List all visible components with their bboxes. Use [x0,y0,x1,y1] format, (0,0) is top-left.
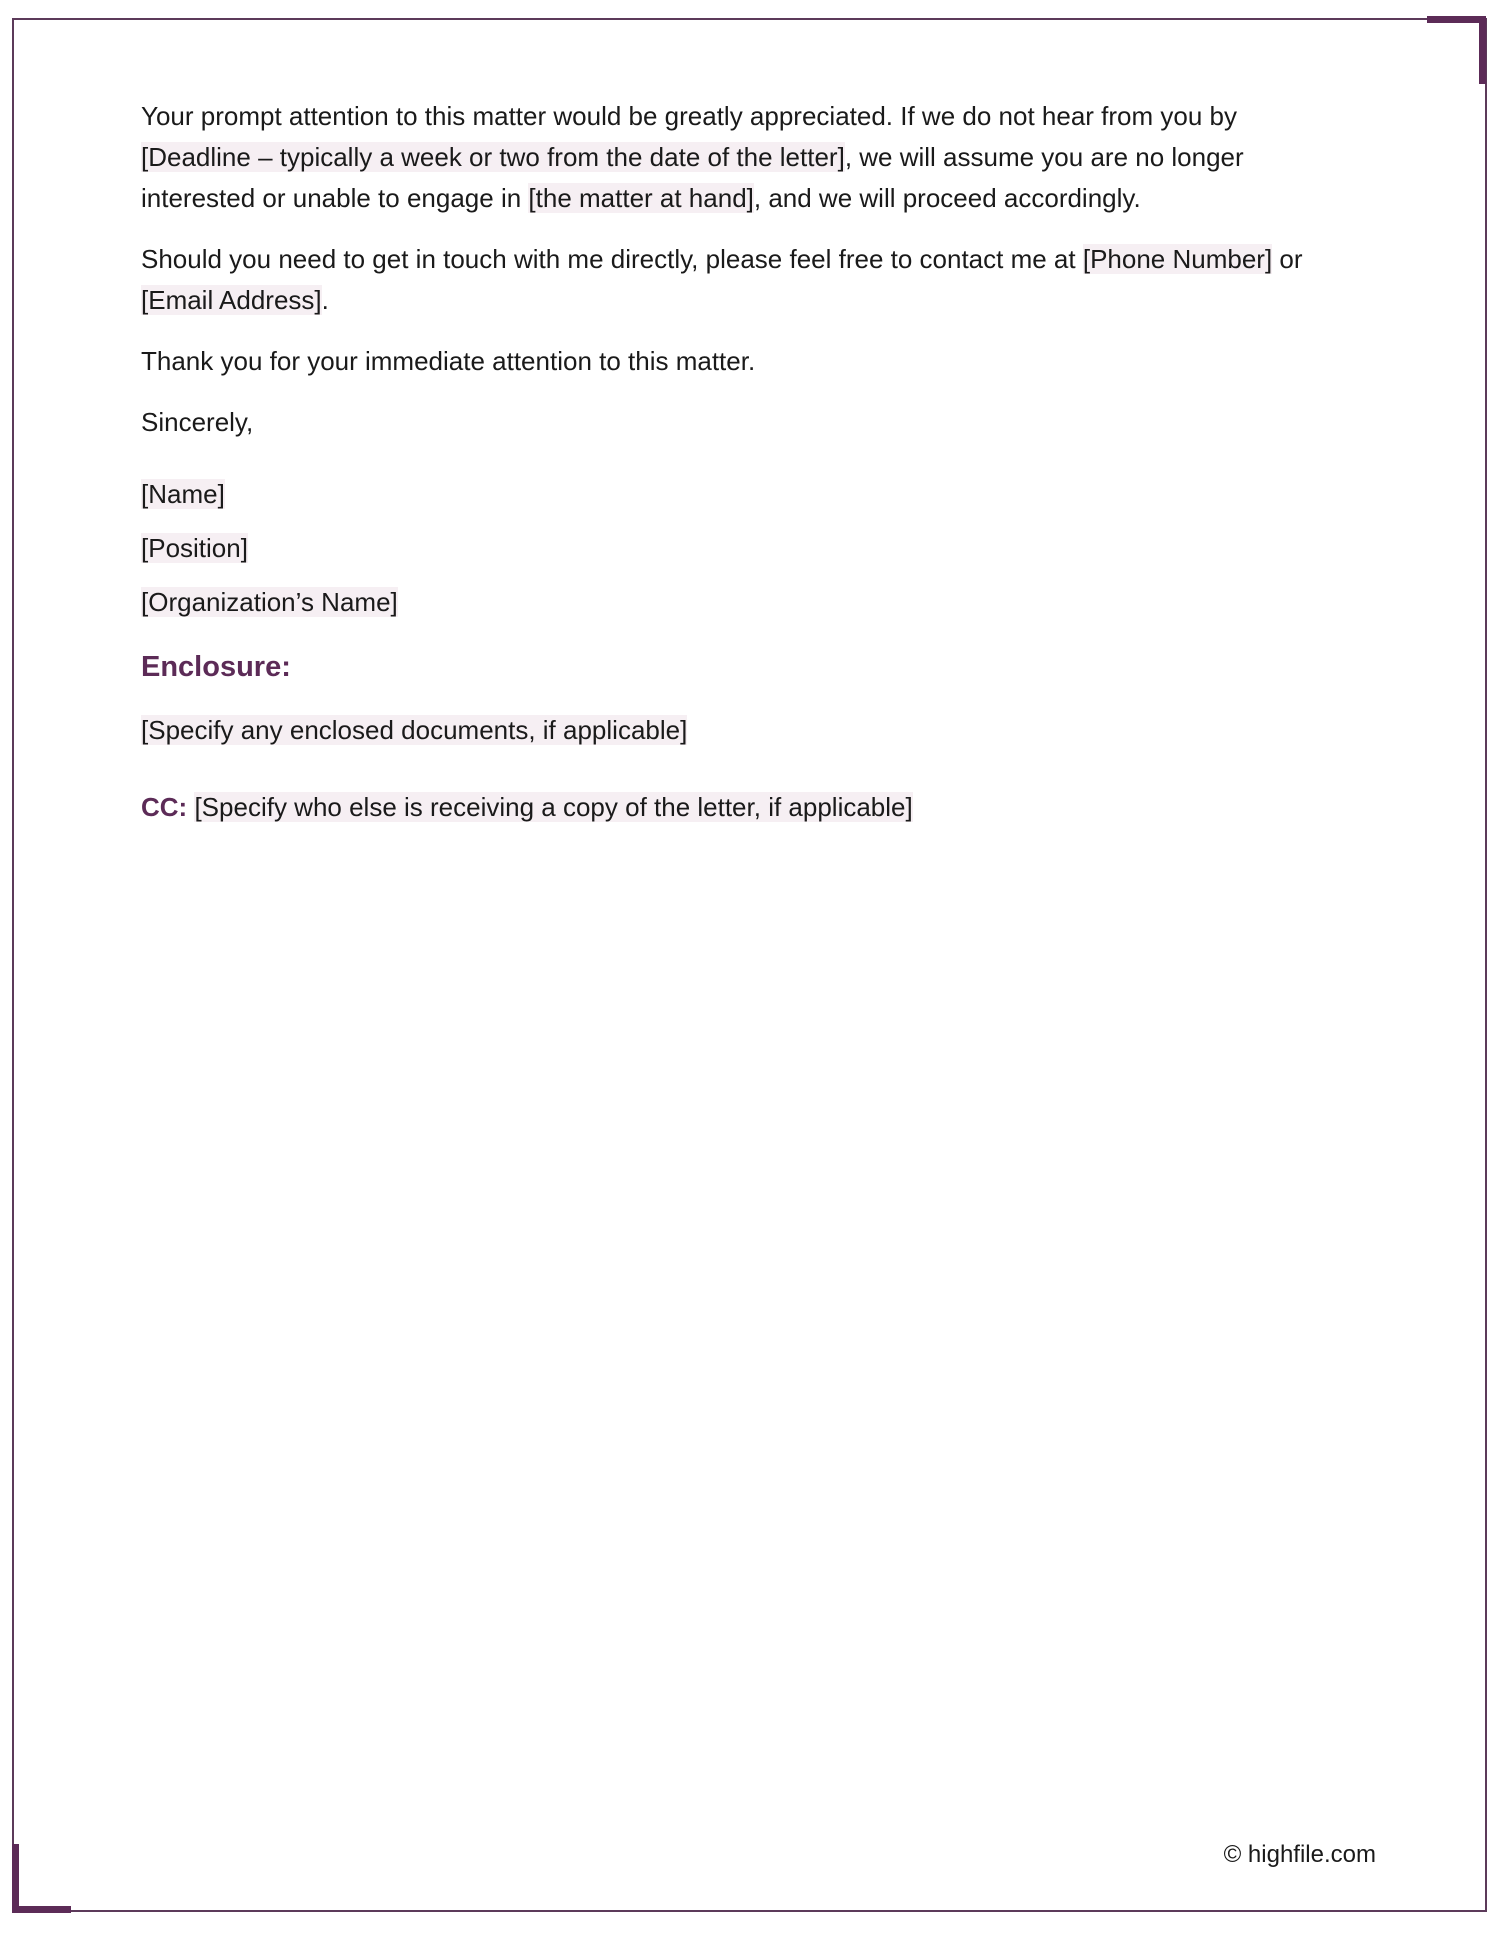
cc-line [141,787,1351,828]
corner-accent-bottom-left [12,1844,71,1913]
placeholder-deadline: [Deadline – typically a week or two from the date of the letter] [141,142,845,172]
placeholder-enclosure: [Specify any enclosed documents, if applicable] [141,715,688,745]
enclosure-heading: Enclosure: [141,651,291,683]
placeholder-position: [Position] [141,533,248,563]
paragraph-text: Your prompt attention to this matter would be greatly appreciated. If we do not hear from you by [141,101,1237,131]
paragraph-thanks: Thank you for your immediate attention to this matter. [141,346,756,376]
signature-position [141,528,1351,569]
paragraph-text: or [1272,244,1303,274]
placeholder-name: [Name] [141,479,225,509]
corner-accent-top-right [1427,16,1486,84]
placeholder-email: [Email Address] [141,285,322,315]
signature-name [141,474,1351,515]
paragraph-text: . [321,285,329,315]
placeholder-cc: [Specify who else is receiving a copy of the letter, if applicable] [194,792,913,822]
placeholder-organization: [Organization’s Name] [141,587,398,617]
footer-copyright: © highfile.com [1223,1841,1376,1868]
cc-label: CC: [141,792,188,822]
paragraph-response-deadline [141,96,1351,219]
placeholder-phone: [Phone Number] [1082,244,1273,274]
paragraph-text: Should you need to get in touch with me directly, please feel free to contact me at [141,244,1083,274]
paragraph-text: , we will assume you are no longer interested or unable to engage in [141,142,1244,213]
closing-salutation: Sincerely, [141,407,254,437]
paragraph-text: , and we will proceed accordingly. [753,183,1141,213]
letter-body [141,96,1351,828]
placeholder-matter: [the matter at hand] [528,183,754,213]
enclosure-text [141,710,1351,751]
signature-organization [141,582,1351,623]
paragraph-contact [141,239,1351,321]
